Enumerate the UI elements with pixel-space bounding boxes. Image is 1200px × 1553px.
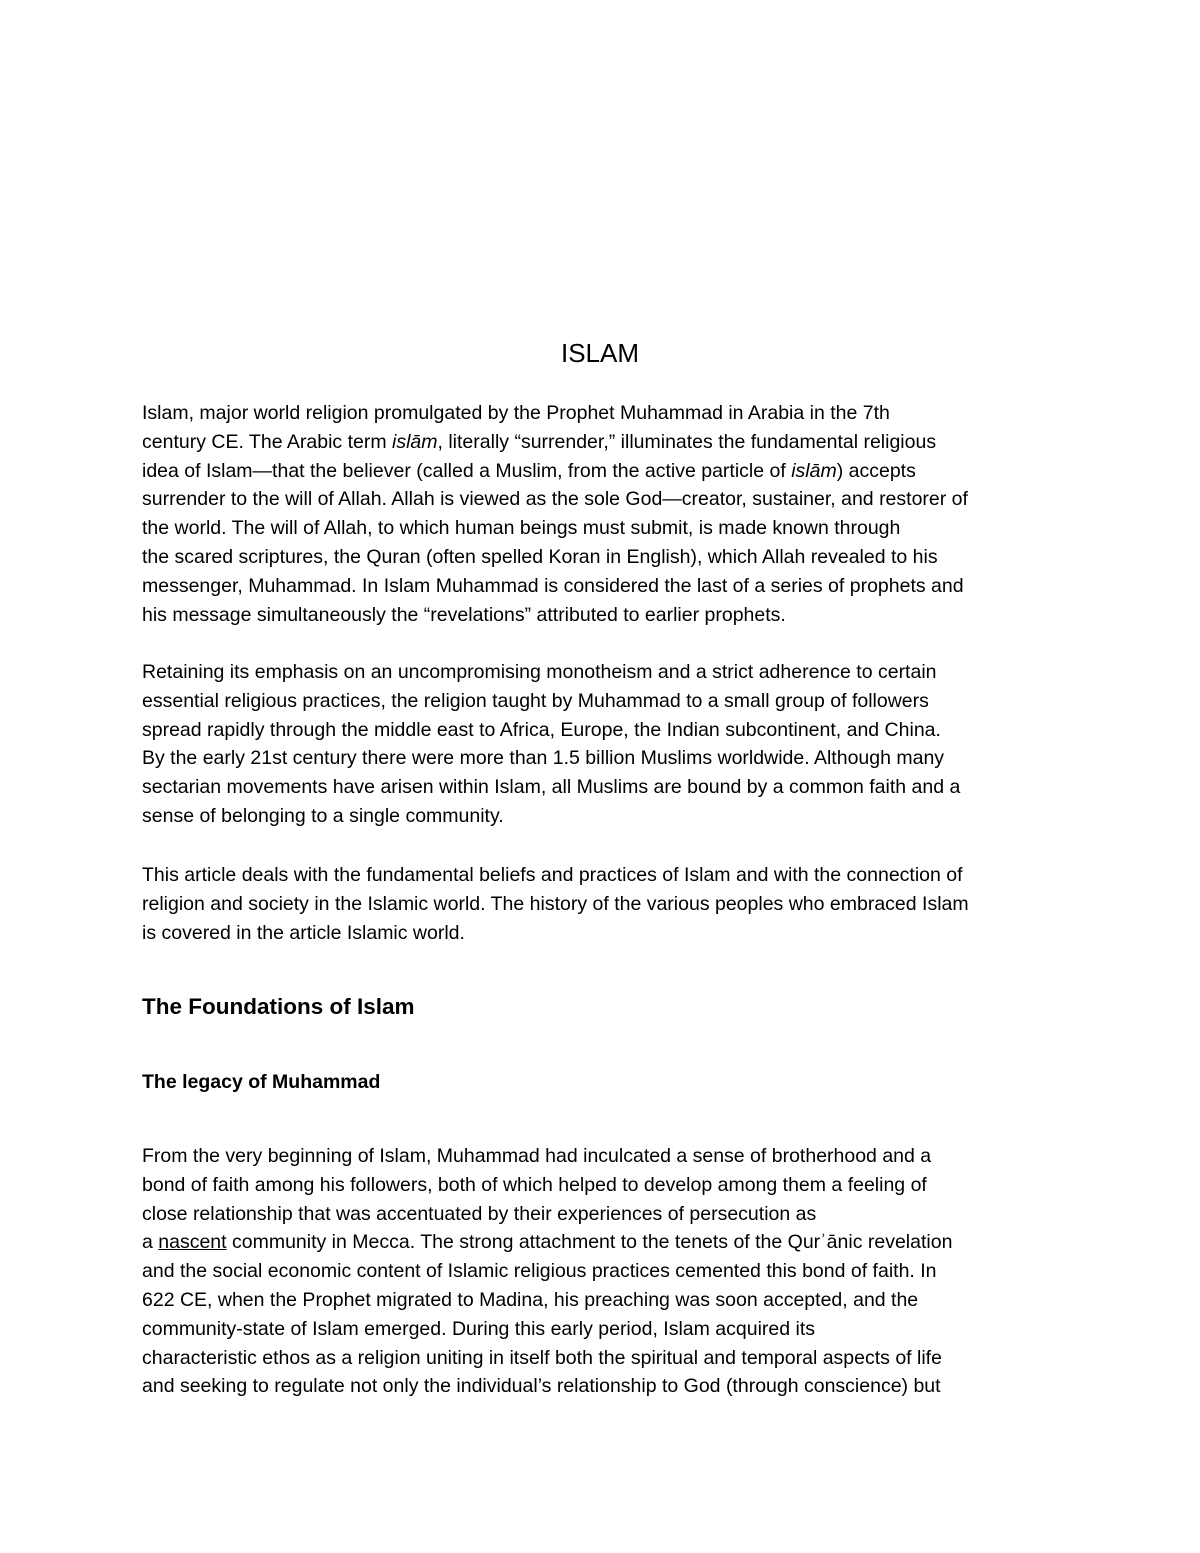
italic-term: islām — [791, 459, 837, 482]
text-line: sense of belonging to a single community. — [142, 804, 504, 827]
paragraph-legacy — [142, 1142, 952, 1401]
text-line: Islam, major world religion promulgated by the Prophet Muhammad in Arabia in the 7th — [142, 402, 890, 424]
italic-term: islām — [392, 430, 438, 453]
text-line: idea of Islam—that the believer (called a Muslim, from the active particle of islām) accepts — [142, 459, 916, 482]
subsection-heading: The legacy of Muhammad — [142, 1071, 381, 1093]
text-line: his message simultaneously the “revelations” attributed to earlier prophets. — [142, 603, 786, 626]
paragraph-scope — [142, 861, 969, 947]
nascent-link[interactable]: nascent — [158, 1231, 227, 1254]
text-line: bond of faith among his followers, both of which helped to develop among them a feeling of — [142, 1173, 927, 1196]
text-line: 622 CE, when the Prophet migrated to Madina, his preaching was soon accepted, and the — [142, 1288, 919, 1311]
text-line: This article deals with the fundamental beliefs and practices of Islam and with the connection of — [142, 864, 963, 886]
text-line: century CE. The Arabic term islām, literally “surrender,” illuminates the fundamental religious — [142, 430, 937, 453]
text-line: messenger, Muhammad. In Islam Muhammad is considered the last of a series of prophets and — [142, 574, 964, 597]
text-line: a nascent community in Mecca. The strong attachment to the tenets of the Qurʾānic revelation — [142, 1231, 953, 1254]
page-title: ISLAM — [560, 338, 640, 368]
text-line: essential religious practices, the religion taught by Muhammad to a small group of followers — [142, 689, 929, 712]
section-heading: The Foundations of Islam — [142, 994, 415, 1019]
text-line: is covered in the article Islamic world. — [142, 921, 465, 944]
paragraph-introduction — [142, 399, 968, 629]
text-line: By the early 21st century there were more than 1.5 billion Muslims worldwide. Although many — [142, 747, 945, 770]
text-line: sectarian movements have arisen within Islam, all Muslims are bound by a common faith and a — [142, 776, 961, 799]
text-line: characteristic ethos as a religion uniting in itself both the spiritual and temporal aspects of life — [142, 1346, 942, 1369]
paragraph-spread — [142, 658, 960, 831]
text-line: and the social economic content of Islamic religious practices cemented this bond of faith. In — [142, 1260, 937, 1283]
text-line: From the very beginning of Islam, Muhammad had inculcated a sense of brotherhood and a — [142, 1145, 932, 1167]
text-line: spread rapidly through the middle east to Africa, Europe, the Indian subcontinent, and China. — [142, 718, 941, 741]
text-line: close relationship that was accentuated by their experiences of persecution as — [142, 1202, 817, 1225]
text-line: surrender to the will of Allah. Allah is viewed as the sole God—creator, sustainer, and restorer of — [142, 488, 968, 511]
text-line: and seeking to regulate not only the individual’s relationship to God (through conscience) but — [142, 1375, 941, 1398]
text-line: the scared scriptures, the Quran (often spelled Koran in English), which Allah revealed to his — [142, 545, 938, 568]
text-line: religion and society in the Islamic world. The history of the various peoples who embraced Islam — [142, 892, 969, 915]
text-line: Retaining its emphasis on an uncompromising monotheism and a strict adherence to certain — [142, 661, 937, 683]
text-line: community-state of Islam emerged. During this early period, Islam acquired its — [142, 1317, 816, 1340]
text-line: the world. The will of Allah, to which human beings must submit, is made known through — [142, 517, 901, 540]
